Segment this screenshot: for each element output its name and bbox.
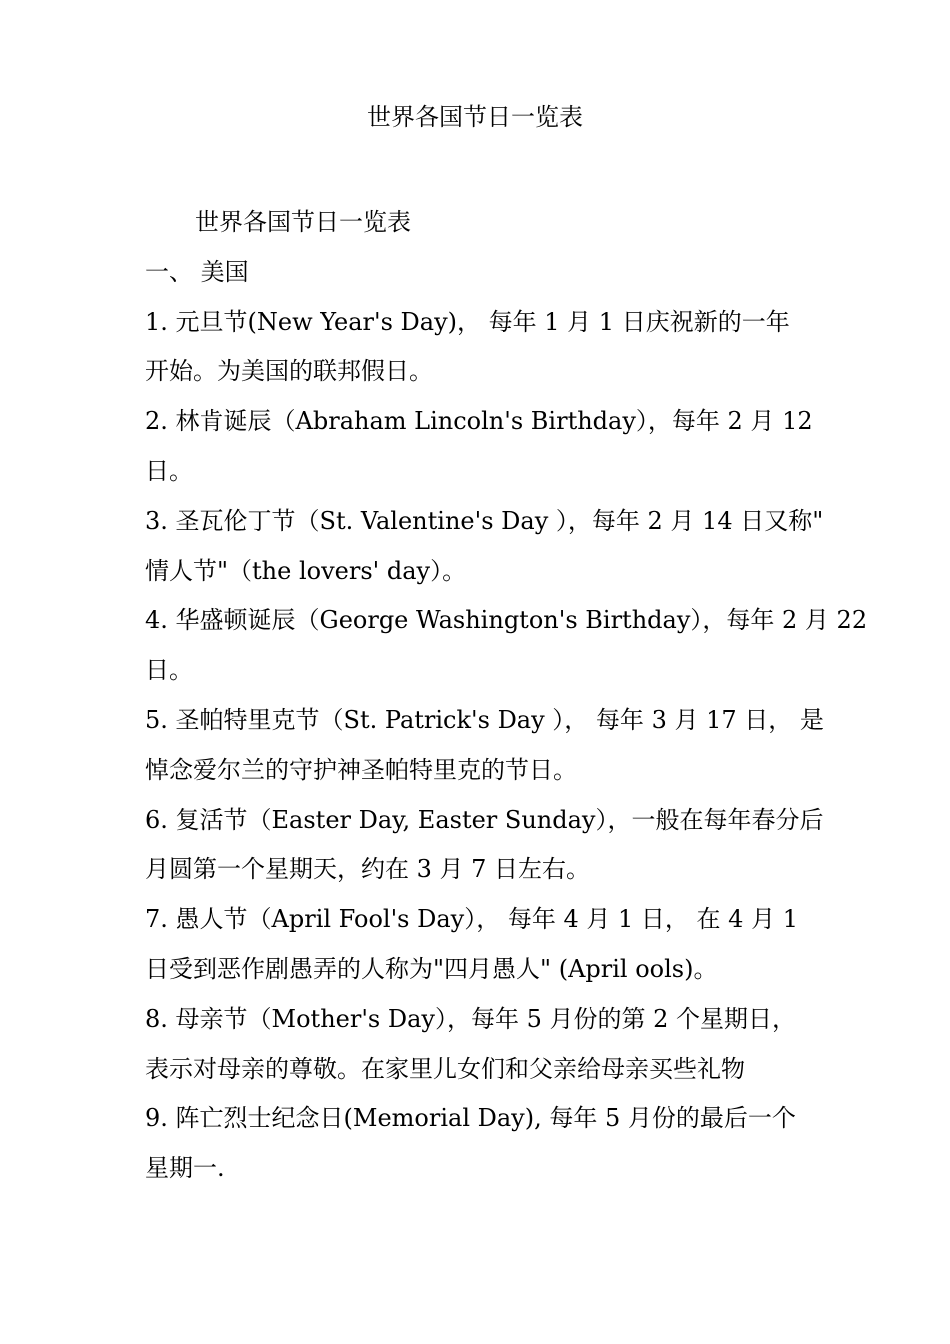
paragraph-line: 日。 bbox=[145, 656, 193, 685]
paragraph-line: 悼念爱尔兰的守护神圣帕特里克的节日。 bbox=[145, 755, 577, 784]
paragraph-line: 6. 复活节（Easter Day, Easter Sunday），一般在每年春分后 bbox=[145, 805, 824, 834]
paragraph-line: 5. 圣帕特里克节（St. Patrick's Day ）， 每年 3 月 17 日， 是 bbox=[145, 705, 824, 734]
paragraph-line: 3. 圣瓦伦丁节（St. Valentine's Day ），每年 2 月 14 日又称" bbox=[145, 506, 824, 535]
paragraph-line: 2. 林肯诞辰（Abraham Lincoln's Birthday），每年 2 月 12 bbox=[145, 407, 813, 436]
paragraph-line: 日。 bbox=[145, 456, 193, 485]
paragraph-line: 表示对母亲的尊敬。在家里儿女们和父亲给母亲买些礼物 bbox=[145, 1054, 745, 1083]
subtitle-line: 世界各国节日一览表 bbox=[195, 208, 411, 236]
paragraph-line: 7. 愚人节（April Fool's Day）， 每年 4 月 1 日， 在 4 月 1 bbox=[145, 905, 798, 934]
paragraph-line: 月圆第一个星期天，约在 3 月 7 日左右。 bbox=[145, 855, 591, 884]
section-heading-usa: 一、 美国 bbox=[145, 257, 249, 286]
paragraph-line: 星期一. bbox=[145, 1154, 225, 1183]
paragraph-line: 开始。为美国的联邦假日。 bbox=[145, 357, 433, 386]
paragraph-line: 9. 阵亡烈士纪念日(Memorial Day), 每年 5 月份的最后一个 bbox=[145, 1104, 796, 1133]
paragraph-line: 情人节"（the lovers' day）。 bbox=[145, 556, 467, 585]
document-body bbox=[145, 198, 868, 1194]
paragraph-line: 日受到恶作剧愚弄的人称为"四月愚人" (April ools)。 bbox=[145, 954, 718, 983]
paragraph-line: 1. 元旦节(New Year's Day)， 每年 1 月 1 日庆祝新的一年 bbox=[145, 307, 790, 336]
paragraph-line: 4. 华盛顿诞辰（George Washington's Birthday），每年 2 月 22 bbox=[145, 606, 868, 635]
paragraph-line: 8. 母亲节（Mother's Day），每年 5 月份的第 2 个星期日， bbox=[145, 1004, 797, 1033]
page-title: 世界各国节日一览表 bbox=[367, 103, 583, 131]
